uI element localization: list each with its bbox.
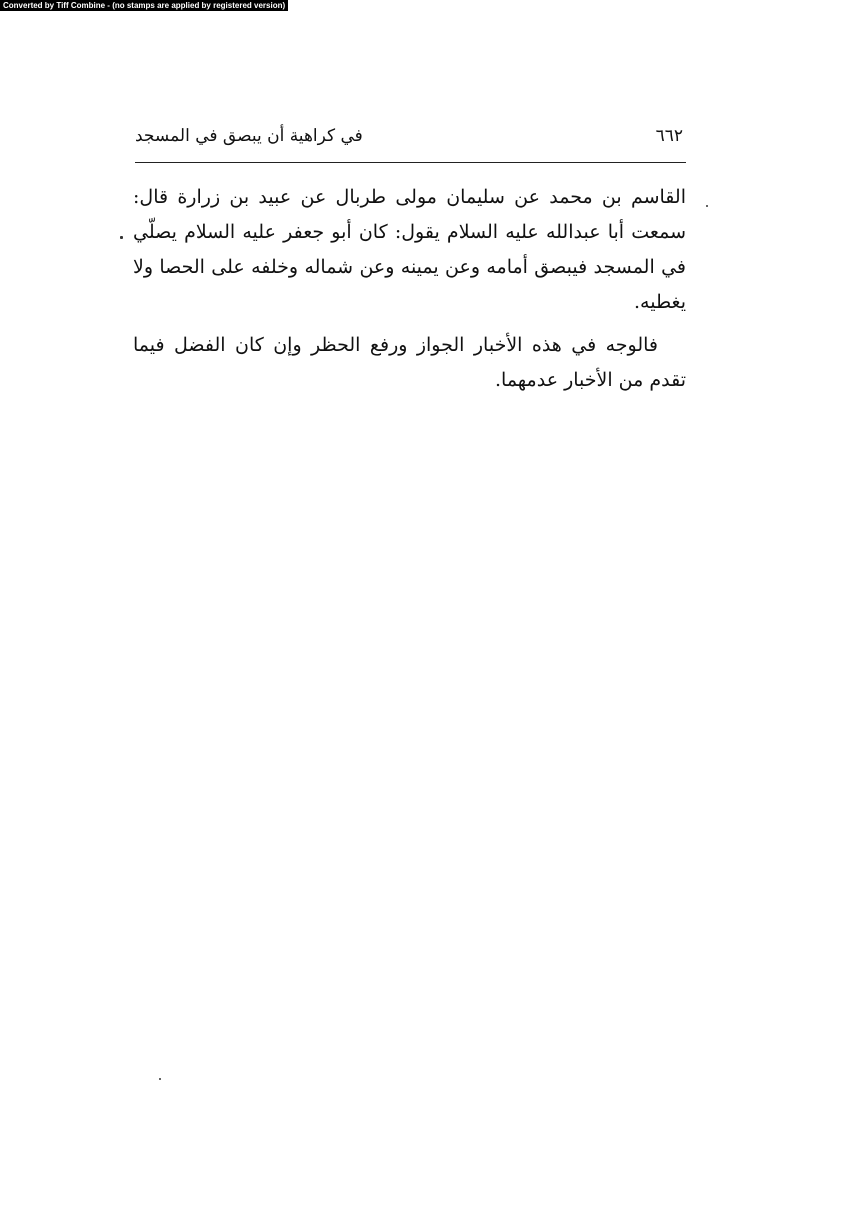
header-divider [135,162,686,163]
converter-banner: Converted by Tiff Combine - (no stamps are applied by registered version) [0,0,288,11]
page-number: ٦٦٢ [655,126,683,146]
scan-speck [159,1078,161,1080]
running-title: في كراهية أن يبصق في المسجد [135,126,363,146]
page-body [133,180,686,398]
scan-speck [706,205,708,207]
hadith-paragraph: القاسم بن محمد عن سليمان مولى طربال عن عبيد بن زرارة قال: سمعت أبا عبدالله عليه السلام يقول: كان أبو جعفر عليه السلام يصلّي في المسجد فيبصق أمامه وعن يمينه وعن شماله وخلفه على الحصا ولا يغطيه. [133,186,686,313]
scan-speck [120,236,123,239]
commentary-paragraph: فالوجه في هذه الأخبار الجواز ورفع الحظر وإن كان الفضل فيما تقدم من الأخبار عدمهما. [133,334,686,391]
page-header [135,120,685,154]
